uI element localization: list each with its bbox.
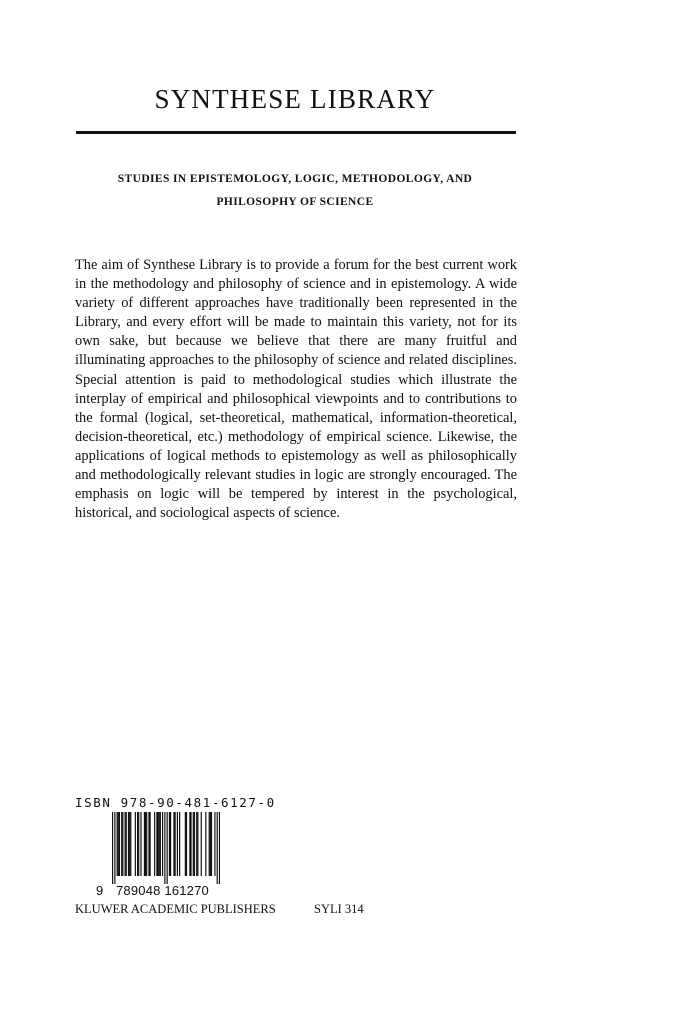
series-code: SYLI 314 — [314, 902, 364, 916]
barcode-number: 789048 161270 — [116, 883, 209, 898]
barcode-bar — [118, 812, 119, 876]
barcode-bar — [219, 812, 220, 884]
barcode-bar — [205, 812, 206, 876]
barcode-bar — [128, 812, 129, 876]
barcode-bar — [193, 812, 194, 876]
publisher-name: KLUWER ACADEMIC PUBLISHERS — [75, 902, 276, 916]
barcode-bar — [119, 812, 120, 876]
barcode-bars — [112, 812, 220, 884]
barcode — [82, 812, 232, 898]
barcode-bar — [214, 812, 215, 876]
barcode-bar — [164, 812, 165, 884]
barcode-bar — [135, 812, 136, 876]
barcode-bar — [211, 812, 212, 876]
barcode-bar — [146, 812, 147, 876]
barcode-bar — [148, 812, 149, 876]
barcode-bar — [137, 812, 138, 876]
barcode-bar — [170, 812, 171, 876]
barcode-bar — [145, 812, 146, 876]
barcode-bar — [117, 812, 118, 876]
barcode-bar — [122, 812, 123, 876]
barcode-bar — [150, 812, 151, 876]
barcode-bar — [179, 812, 180, 876]
barcode-bar — [130, 812, 131, 876]
barcode-bar — [190, 812, 191, 876]
barcode-bar — [129, 812, 130, 876]
isbn-label: ISBN 978-90-481-6127-0 — [75, 795, 276, 810]
barcode-bar — [144, 812, 145, 876]
barcode-bar — [201, 812, 202, 876]
barcode-bar — [169, 812, 170, 876]
barcode-bar — [185, 812, 186, 876]
barcode-bar — [159, 812, 160, 876]
series-subtitle-line1: STUDIES IN EPISTEMOLOGY, LOGIC, METHODOLOGY, AND — [117, 173, 473, 185]
barcode-bar — [160, 812, 161, 876]
barcode-bar — [189, 812, 190, 876]
barcode-bar — [197, 812, 198, 876]
barcode-bar — [157, 812, 158, 876]
barcode-bar — [140, 812, 141, 876]
barcode-bar — [112, 812, 113, 884]
title-rule — [76, 131, 516, 134]
barcode-bar — [209, 812, 210, 876]
barcode-bar — [175, 812, 176, 876]
barcode-bar — [210, 812, 211, 876]
barcode-bar — [138, 812, 139, 876]
series-title: SYNTHESE LIBRARY — [154, 84, 436, 114]
barcode-bar — [156, 812, 157, 876]
barcode-bar — [125, 812, 126, 876]
barcode-bar — [154, 812, 155, 876]
barcode-first-digit: 9 — [96, 883, 104, 898]
series-description: The aim of Synthese Library is to provide a forum for the best current work in the methodology and philosophy of science and in epistemology. A wide variety of different approaches have traditionally been represented in the Library, and every effort will be made to maintain this variety, not for its own sake, but because we believe that there are many fruitful and illuminating approaches to the philosophy of science and related disciplines. Special attention is paid to methodological studies which illustrate the interplay of empirical and philosophical viewpoints and to contributions to the formal (logical, set-theoretical, mathematical, information-theoretical, decision-theoretical, etc.) methodology of empirical science. Likewise, the applications of logical methods to epistemology as well as philosophically and methodologically relevant studies in logic are strongly encouraged. The emphasis on logic will be tempered by interest in the psychological, historical, and sociological aspects of science. — [75, 257, 517, 522]
barcode-bar — [194, 812, 195, 876]
barcode-bar — [217, 812, 218, 884]
series-subtitle-line2: PHILOSOPHY OF SCIENCE — [216, 196, 374, 208]
barcode-bar — [126, 812, 127, 876]
barcode-bar — [167, 812, 168, 884]
barcode-bar — [177, 812, 178, 876]
barcode-bar — [173, 812, 174, 876]
barcode-bar — [121, 812, 122, 876]
barcode-bar — [162, 812, 163, 876]
barcode-bar — [186, 812, 187, 876]
barcode-bar — [196, 812, 197, 876]
barcode-bar — [114, 812, 115, 884]
